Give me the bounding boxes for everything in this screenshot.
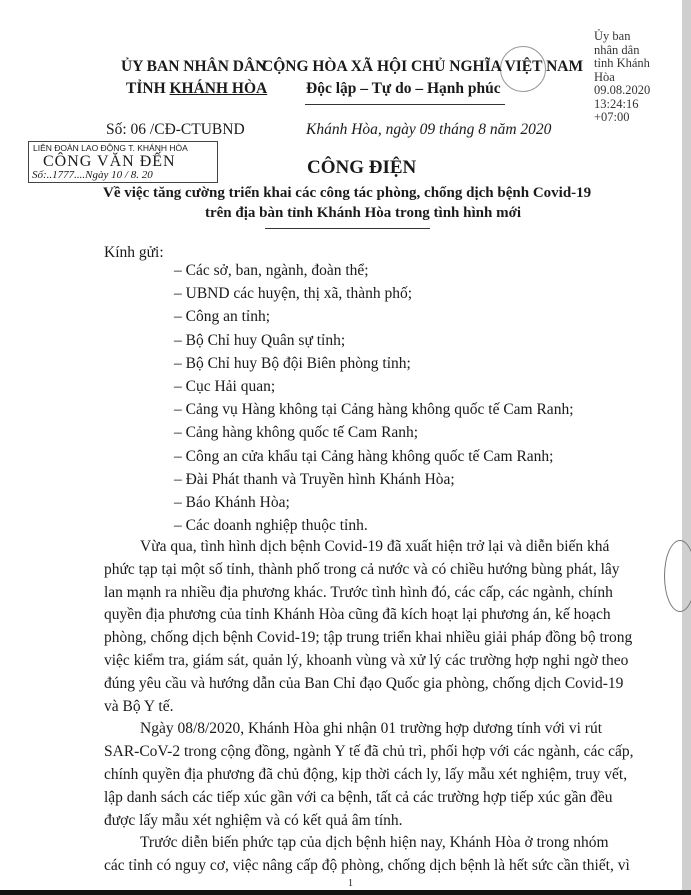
province-prefix: TỈNH [126,80,170,97]
page-number: 1 [348,878,353,889]
sig-line: Ủy ban [594,29,631,43]
recipient: – Bộ Chỉ huy Quân sự tỉnh; [174,331,346,349]
paragraph-line: quyền địa phương của tỉnh Khánh Hòa cũng đã kích hoạt lại phương án, kế hoạch [104,606,611,624]
sig-line: 09.08.2020 [594,83,651,97]
recipient: – Công an cửa khẩu tại Cảng hàng không quốc tế Cam Ranh; [174,447,554,465]
recipient: – Báo Khánh Hòa; [174,494,290,511]
paragraph-line: phức tạp tại một số tỉnh, thành phố trong cả nước và có chiều hướng bùng phát, lây [104,560,620,578]
sig-line: +07:00 [594,110,630,124]
paragraph-line: Ngày 08/8/2020, Khánh Hòa ghi nhận 01 trường hợp dương tính với vi rút [140,720,603,738]
recipient: – Cảng vụ Hàng không tại Cảng hàng không quốc tế Cam Ranh; [174,401,574,419]
stamp-number: Số:..1777....Ngày 10 / 8. 20 [32,169,153,181]
paragraph-line: lan mạnh ra nhiều địa phương khác. Trước tình hình đó, các cấp, các ngành, chính [104,583,613,601]
motto: Độc lập – Tự do – Hạnh phúc [306,80,501,97]
paragraph-line: Vừa qua, tình hình dịch bệnh Covid-19 đã xuất hiện trở lại và diễn biến khá [140,538,610,555]
paragraph-line: đúng yêu cầu và hướng dẫn của Ban Chỉ đạo Quốc gia phòng, chống dịch Covid-19 [104,674,624,692]
paragraph-line: phòng, chống dịch bệnh Covid-19; tập trung triển khai nhiều giải pháp đồng bộ trong [104,629,633,647]
paragraph-line: lập danh sách các tiếp xúc gần với ca bệnh, tất cả các trường hợp tiếp xúc gần đều [104,788,613,806]
document-title: CÔNG ĐIỆN [307,157,417,178]
scan-bottom-edge [0,890,691,895]
paragraph-line: Trước diễn biến phức tạp của dịch bệnh hiện nay, Khánh Hòa ở trong nhóm [140,834,609,852]
recipient: – Cảng hàng không quốc tế Cam Ranh; [174,424,419,442]
greeting: Kính gửi: [104,244,164,261]
paragraph-line: và Bộ Y tế. [104,697,174,715]
recipient: – Các sở, ban, ngành, đoàn thể; [174,262,369,279]
stamp-title: CÔNG VĂN ĐẾN [43,153,176,170]
recipient: – Đài Phát thanh và Truyền hình Khánh Hòa; [174,470,455,488]
recipient: – Công an tỉnh; [174,308,271,326]
recipient: – Các doanh nghiệp thuộc tỉnh. [174,517,368,535]
sig-line: nhân dân [594,42,640,57]
document-subject-1: Về việc tăng cường triển khai các công tác phòng, chống dịch bệnh Covid-19 [103,185,592,201]
scan-edge [682,0,691,895]
motto-rule [305,104,505,105]
place-date: Khánh Hòa, ngày 09 tháng 8 năm 2020 [306,121,552,138]
paragraph-line: SAR-CoV-2 trong cộng đồng, ngành Y tế đã chủ trì, phối hợp với các ngành, các cấp, [104,743,634,761]
recipient: – Bộ Chỉ huy Bộ đội Biên phòng tỉnh; [174,354,411,372]
sig-line: 13:24:16 [594,96,639,111]
stamp-org: LIÊN ĐOÀN LAO ĐỘNG T. KHÁNH HÒA [33,143,188,153]
document-subject-2: trên địa bàn tỉnh Khánh Hòa trong tình hình mới [205,205,522,221]
paragraph-line: được lấy mẫu xét nghiệm và có kết quả âm tính. [104,811,403,829]
nation-title: CỘNG HÒA XÃ HỘI CHỦ NGHĨA VIỆT NAM [262,58,584,75]
org-province [126,80,267,98]
recipient: – UBND các huyện, thị xã, thành phố; [174,285,413,303]
recipient: – Cục Hải quan; [174,378,276,395]
document-number: Số: 06 /CĐ-CTUBND [106,121,245,138]
paragraph-line: chính quyền địa phương đã chủ động, kịp thời cách ly, lấy mẫu xét nghiệm, truy vết, [104,766,628,783]
title-rule [265,228,430,229]
paragraph-line: việc kiểm tra, giám sát, quản lý, khoanh vùng và xử lý các trường hợp nghi ngờ theo [104,652,629,669]
org-name: ỦY BAN NHÂN DÂN [121,58,267,75]
sig-line: tỉnh Khánh [594,56,650,70]
received-stamp [28,141,218,183]
sig-line: Hòa [594,69,615,84]
partial-stamp-edge [664,540,691,612]
province-name: KHÁNH HÒA [169,80,268,97]
paragraph-line: các tỉnh có nguy cơ, việc nâng cấp độ phòng, chống dịch bệnh là hết sức cần thiết, vì [104,857,630,875]
digital-signature [594,30,650,125]
